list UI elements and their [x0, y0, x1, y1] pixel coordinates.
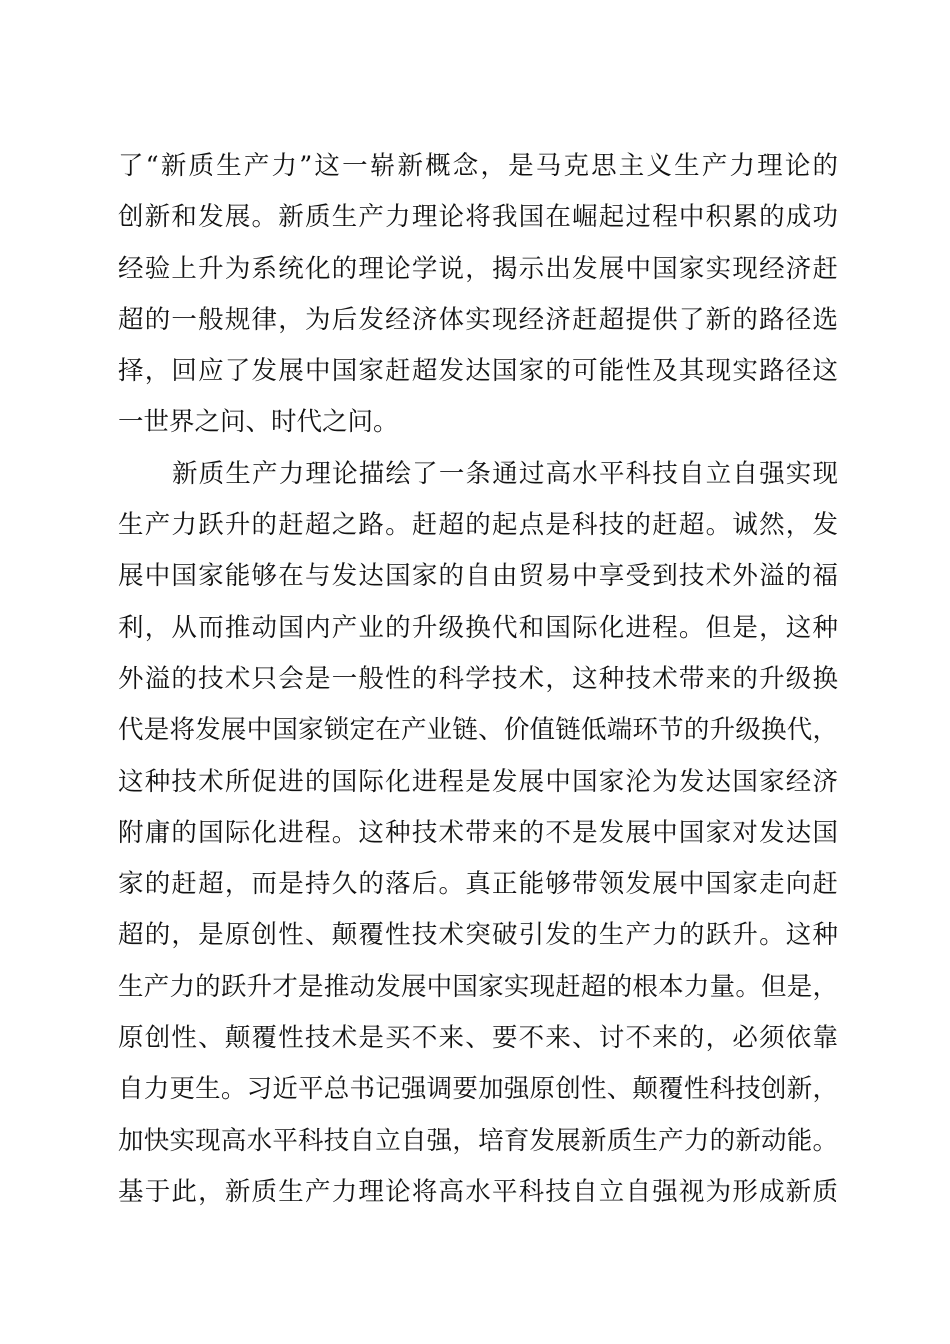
text-line: 加快实现高水平科技自立自强，培育发展新质生产力的新动能。 [118, 1125, 838, 1156]
text-line: 这种技术所促进的国际化进程是发展中国家沦为发达国家经济 [118, 766, 838, 797]
body-text [118, 141, 838, 1218]
text-line: 创新和发展。新质生产力理论将我国在崛起过程中积累的成功 [118, 202, 838, 233]
text-line: 原创性、颠覆性技术是买不来、要不来、讨不来的，必须依靠 [118, 1023, 838, 1054]
text-line: 展中国家能够在与发达国家的自由贸易中享受到技术外溢的福 [118, 561, 838, 592]
text-line: 自力更生。习近平总书记强调要加强原创性、颠覆性科技创新， [118, 1074, 838, 1105]
text-line: 代是将发展中国家锁定在产业链、价值链低端环节的升级换代， [118, 715, 838, 746]
text-line: 家的赶超，而是持久的落后。真正能够带领发展中国家走向赶 [118, 869, 838, 900]
paragraph-2 [118, 449, 838, 1218]
text-line: 利，从而推动国内产业的升级换代和国际化进程。但是，这种 [118, 612, 838, 643]
paragraph-1 [118, 141, 838, 449]
text-line: 外溢的技术只会是一般性的科学技术，这种技术带来的升级换 [118, 663, 838, 694]
text-line: 附庸的国际化进程。这种技术带来的不是发展中国家对发达国 [118, 817, 838, 848]
text-line: 新质生产力理论描绘了一条通过高水平科技自立自强实现 [172, 458, 838, 489]
text-line: 超的，是原创性、颠覆性技术突破引发的生产力的跃升。这种 [118, 920, 838, 951]
text-line: 一世界之问、时代之问。 [118, 407, 399, 438]
text-line: 了“新质生产力”这一崭新概念，是马克思主义生产力理论的 [118, 151, 838, 181]
text-line: 生产力跃升的赶超之路。赶超的起点是科技的赶超。诚然，发 [118, 510, 838, 541]
text-line: 基于此，新质生产力理论将高水平科技自立自强视为形成新质 [118, 1176, 838, 1207]
text-line: 经验上升为系统化的理论学说，揭示出发展中国家实现经济赶 [118, 253, 838, 284]
text-line: 超的一般规律，为后发经济体实现经济赶超提供了新的路径选 [118, 304, 838, 335]
text-line: 择，回应了发展中国家赶超发达国家的可能性及其现实路径这 [118, 356, 838, 387]
text-line: 生产力的跃升才是推动发展中国家实现赶超的根本力量。但是， [118, 971, 838, 1002]
